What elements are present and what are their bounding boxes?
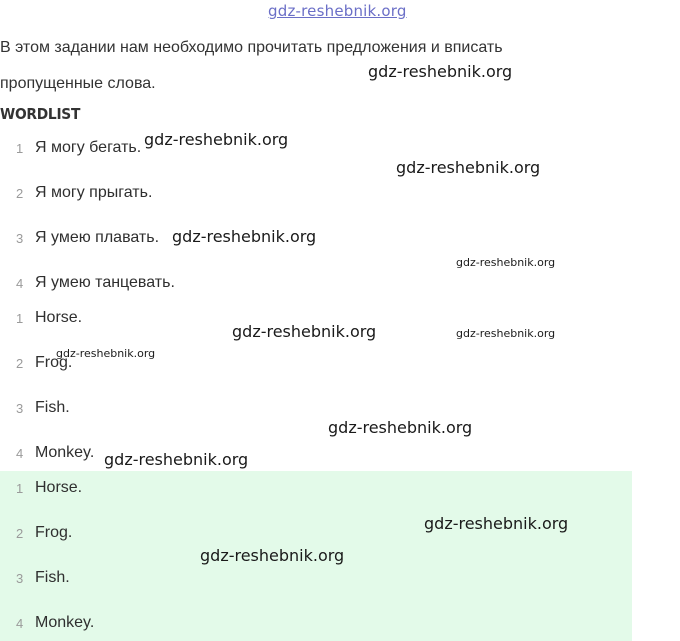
item-text: Monkey.: [35, 614, 95, 631]
item-number: 3: [16, 571, 24, 586]
item-text: Я могу бегать.: [35, 139, 142, 156]
item-text: Frog.: [35, 524, 73, 541]
item-number: 1: [16, 311, 24, 326]
watermark: gdz-reshebnik.org: [456, 256, 556, 269]
intro-line-1: В этом задании нам необходимо прочитать предложения и вписать: [0, 39, 503, 56]
item-text: Monkey.: [35, 444, 95, 461]
item-number: 2: [16, 356, 24, 371]
item-number: 3: [16, 231, 24, 246]
watermark: gdz-reshebnik.org: [144, 130, 289, 149]
item-number: 4: [16, 616, 24, 631]
list-item: [0, 565, 632, 595]
list-item: [0, 395, 632, 425]
watermark: gdz-reshebnik.org: [368, 62, 513, 81]
watermark: gdz-reshebnik.org: [456, 327, 556, 340]
watermark: gdz-reshebnik.org: [328, 418, 473, 437]
list-item: [0, 475, 632, 505]
watermark: gdz-reshebnik.org: [172, 227, 317, 246]
list-item: [0, 610, 632, 640]
item-text: Fish.: [35, 569, 70, 586]
item-number: 2: [16, 526, 24, 541]
list-item: [0, 180, 632, 210]
item-number: 1: [16, 481, 24, 496]
watermark: gdz-reshebnik.org: [200, 546, 345, 565]
section-title: WORDLIST: [0, 105, 81, 123]
item-text: Frog.: [35, 354, 73, 371]
item-text: Я умею танцевать.: [35, 274, 175, 291]
item-number: 4: [16, 446, 24, 461]
list-item: [0, 270, 632, 300]
intro-paragraph: [0, 30, 640, 102]
item-text: Я умею плавать.: [35, 229, 160, 246]
item-text: Horse.: [35, 479, 83, 496]
item-text: Horse.: [35, 309, 83, 326]
intro-line-2: пропущенные слова.: [0, 75, 156, 92]
site-link[interactable]: gdz-reshebnik.org: [268, 2, 407, 20]
watermark: gdz-reshebnik.org: [104, 450, 249, 469]
item-number: 1: [16, 141, 24, 156]
item-text: Fish.: [35, 399, 70, 416]
list-item: [0, 440, 632, 470]
watermark: gdz-reshebnik.org: [424, 514, 569, 533]
watermark: gdz-reshebnik.org: [232, 322, 377, 341]
item-number: 4: [16, 276, 24, 291]
watermark: gdz-reshebnik.org: [56, 347, 156, 360]
item-number: 2: [16, 186, 24, 201]
item-text: Я могу прыгать.: [35, 184, 153, 201]
watermark: gdz-reshebnik.org: [396, 158, 541, 177]
item-number: 3: [16, 401, 24, 416]
